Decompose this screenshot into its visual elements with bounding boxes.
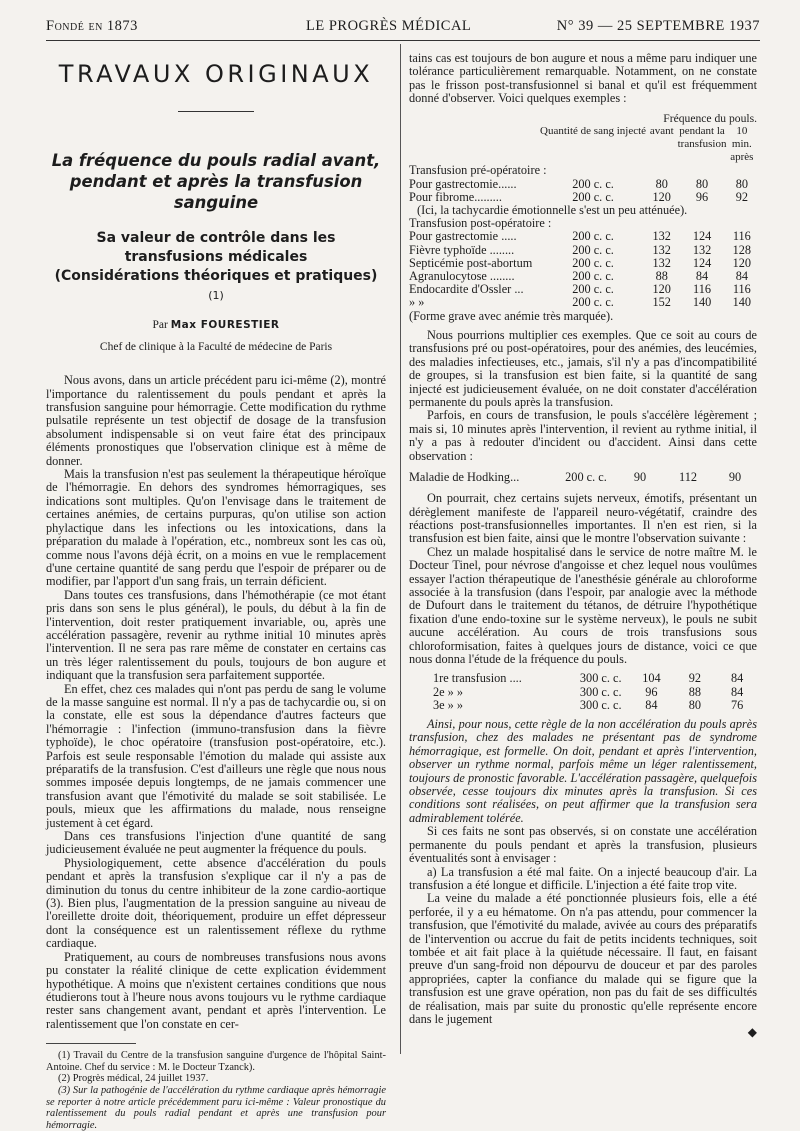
author-affiliation: Chef de clinique à la Faculté de médecine de Paris <box>99 340 333 353</box>
table-cell-qty: 300 c. c. <box>579 671 622 686</box>
table-cell-qty: 200 c. c. <box>572 282 614 297</box>
hodgkin-row <box>409 471 757 484</box>
body-paragraph: Nous avons, dans un article précédent paru ici-même (2), montré l'importance du ralentissement du pouls pendant et après la transfusion sanguine pour hémorragie. Cette modification du rythme pulsatile représente un test objectif de dosage de la transfusion absolument indispensable si on veut faire état des principaux éléments pronostiques que l'observation clinique est à même de donner. <box>46 373 386 468</box>
subtitle-line2: (Considérations théoriques et pratiques) <box>54 268 378 285</box>
body-paragraph: Mais la transfusion n'est pas seulement la thérapeutique héroïque de l'hémorragie. En dehors des syndromes hémorragiques, ses indications sont multiples. Qu'on l'envisage dans le traitement de certaines anémies, de certains purpuras, qu'on utilise son action phylactique dans les infections ou les intoxications, dans la préparation du malade à l'opération, etc., nombreux sont les cas où, comme nous l'avons déjà écrit, on a moins en vue le remplacement d'une certaine quantité de sang perdu que l'espoir de préparer ou de modifier, par l'apport d'un sang frais, un terrain déficient. <box>46 467 386 589</box>
article-title <box>46 150 386 213</box>
table-note: (Ici, la tachycardie émotionnelle s'est un peu atténuée). <box>417 203 688 218</box>
table-cell-apres: 90 <box>728 469 742 484</box>
table-cell-apres: 84 <box>735 269 748 284</box>
table-row <box>409 699 757 712</box>
body-paragraph: Dans toutes ces transfusions, dans l'hémothérapie (ce mot étant pris dans son sens le plus général), le pouls, du début à la fin de l'intervention, doit rester pratiquement invariable, ou, après une accélération passagère, revenir au rythme initial 10 minutes après l'intervention. Il ne sera pas rare même de constater en certains cas un très léger ralentissement du pouls, toujours de bon augure et indiquant que la transfusion sera parfaitement supportée. <box>46 587 386 683</box>
table-cell-pendant: 132 <box>692 242 712 257</box>
body-paragraph: On pourrait, chez certains sujets nerveux, émotifs, présentant un dérèglement manifeste de l'appareil neuro-végétatif, craindre des réactions post-transfusionnelles importantes. Il n'en est rien, si la transfusion est bien faite, ainsi que le montre l'observation suivante : <box>409 491 757 546</box>
table-cell-label: 1re transfusion .... <box>433 671 522 686</box>
subtitle-line1: Sa valeur de contrôle dans les transfusions médicales <box>96 230 336 266</box>
col-header-pendant: pendant la transfusion <box>677 124 727 151</box>
table-cell-avant: 88 <box>655 269 668 284</box>
table-cell-pendant: 116 <box>693 282 712 297</box>
column-divider <box>400 44 401 1054</box>
table-cell-qty: 200 c. c. <box>572 295 614 310</box>
table-cell-pendant: 140 <box>692 295 712 310</box>
journal-name: LE PROGRÈS MÉDICAL <box>306 18 472 34</box>
table-cell-label: Fièvre typhoïde ........ <box>409 242 515 257</box>
article-subtitle <box>46 229 386 305</box>
title-rule <box>178 111 254 112</box>
table-cell-pendant: 88 <box>688 684 702 699</box>
table-cell-label: 2e » » <box>433 684 464 699</box>
end-mark: ◆ <box>747 1025 757 1040</box>
table-cell-avant: 132 <box>652 255 671 270</box>
table-cell-pendant: 80 <box>688 697 702 712</box>
body-paragraph: Nous pourrions multiplier ces exemples. Que ce soit au cours de transfusions pré ou post-opératoires, pour des anémies, des leucémies, des maladies infectieuses, etc., jamais, s'il n'y a pas d'incompatibilité de groupes, si la transfusion est bien faite, si la quantité de sang injecté est judicieusement évaluée, on ne doit constater d'accélération permanente du pouls après la transfusion. <box>409 327 757 409</box>
table-cell-apres: 116 <box>732 229 751 244</box>
table-cell-label: Maladie de Hodking... <box>409 469 520 484</box>
table-cell-pendant: 84 <box>695 269 709 284</box>
table-cell-avant: 120 <box>652 282 671 297</box>
table-row <box>409 672 757 685</box>
footnote: (2) Progrès médical, 24 juillet 1937. <box>58 1073 209 1085</box>
table-cell-avant: 132 <box>652 242 671 257</box>
table-cell-label: » » <box>409 295 425 310</box>
footnotes <box>46 1050 386 1131</box>
table-cell-label: Pour gastrectomie...... <box>409 176 517 191</box>
footnote: (3) Sur la pathogénie de l'accélération du rythme cardiaque après hémorragie se reporter à notre article précédemment paru ici-même : Valeur pronostique du ralentissement du pouls radial pendant et après une transfusion pour hémorragie. <box>46 1084 386 1131</box>
table-cell-pendant: 80 <box>695 176 709 191</box>
footnote-ref: (1) <box>208 289 224 303</box>
table-row <box>409 686 757 699</box>
body-paragraph: Chez un malade hospitalisé dans le service de notre maître M. le Docteur Tinel, pour névrose d'angoisse et chez lequel nous voulûmes essayer l'action thérapeutique de l'anesthésie générale au chloroforme associée à la transfusion (dans l'espoir, par analogie avec la méthode de Dufourt dans le traitement du tétanos, de détruire l'hypothétique fixation d'une endo-toxine sur le système nerveux), le pouls ne subit aucune accélération. Au cours de trois transfusions sous chloroformisation, faites à quelques jours de distance, voici ce que nous donna l'étude de la fréquence du pouls. <box>409 544 757 667</box>
table-cell-qty: 200 c. c. <box>572 189 614 204</box>
body-paragraph: Pratiquement, au cours de nombreuses transfusions nous avons pu constater la réalité clinique de cette explication évidemment hypothétique. A moins que n'existent certaines conditions que nous étudierons tout à l'heure nous avons toujours vu le rythme cardiaque rester sans changement avant, pendant et après l'intervention. Le ralentissement que l'on constate en cer- <box>46 949 386 1031</box>
table-group-label: Transfusion pré-opératoire : <box>409 163 547 178</box>
pulse-table-2 <box>409 672 757 712</box>
table-cell-qty: 300 c. c. <box>579 697 622 712</box>
body-paragraph: tains cas est toujours de bon augure et nous a même paru indiquer une tolérance particulièrement remarquable. Notamment, on ne constate pas le frisson post-transfusionnel si banal et qu'il est fréquemment donné d'observer. Voici quelques exemples : <box>409 51 757 106</box>
left-column <box>46 50 386 1131</box>
table-cell-pendant: 112 <box>679 469 697 484</box>
table-cell-apres: 120 <box>732 255 752 270</box>
table-cell-qty: 200 c. c. <box>572 242 614 257</box>
italic-paragraph: Ainsi, pour nous, cette règle de la non accélération du pouls après transfusion, chez des malades ne présentant pas de syndrome hémorragique, est formelle. On doit, pendant et après l'intervention, observer un rythme normal, parfois même un léger ralentissement, toujours de pronostic favorable. L'accélération passagère, quelquefois observée, cesse toujours dix minutes après la transfusion. Si ces conditions sont réalisées, on peut affirmer que la transfusion sera admirablement tolérée. <box>409 717 757 825</box>
table-row <box>409 244 757 257</box>
table-cell-qty: 300 c. c. <box>579 684 622 699</box>
table-cell-qty: 200 c. c. <box>572 176 614 191</box>
table-cell-apres: 128 <box>732 242 752 257</box>
body-paragraph: Si ces faits ne sont pas observés, si on constate une accélération permanente du pouls pendant et après la transfusion, plusieurs éventualités sont à envisager : <box>409 824 757 866</box>
footnote-rule <box>46 1043 136 1044</box>
col-header-avant: avant <box>649 124 674 137</box>
table-cell-avant: 132 <box>652 229 671 244</box>
table-cell-avant: 90 <box>633 469 647 484</box>
col-header-apres: 10 min. après <box>730 124 754 164</box>
body-paragraph: En effet, chez ces malades qui n'ont pas perdu de sang le volume de la masse sanguine est normal. Il n'y a pas de tachycardie ou, si on la constate, elle est sous la dépendance d'autres facteurs que l'hémorragie : l'infection (immuno-transfusion dans la fièvre typhoïde), le choc opératoire (transfusion post-opératoire, etc.). Parfois est seule responsable l'émotion du malade qui assiste aux préparatifs de la transfusion. C'est d'ailleurs une règle que nous nous sommes imposée depuis longtemps, de ne jamais commencer une transfusion avant que l'émotivité du malade se soit stabilisée. Le pouls, mieux que les affirmations du malade, nous renseigne justement à cet égard. <box>46 681 386 830</box>
table-cell-apres: 116 <box>732 282 751 297</box>
issue-date: N° 39 — 25 SEPTEMBRE 1937 <box>556 18 760 34</box>
table-cell-label: Agranulocytose ........ <box>409 269 515 284</box>
table-row <box>409 230 757 243</box>
table-cell-apres: 140 <box>732 295 752 310</box>
body-paragraph: Dans ces transfusions l'injection d'une quantité de sang judicieusement évaluée ne peut augmenter la fréquence du pouls. <box>46 829 386 857</box>
table-cell-label: Septicémie post-abortum <box>409 255 533 270</box>
table-row <box>409 178 757 191</box>
table-cell-qty: 200 c. c. <box>572 269 614 284</box>
right-column <box>409 52 757 1040</box>
table-cell-label: Pour gastrectomie ..... <box>409 229 517 244</box>
byline <box>46 319 386 332</box>
table-cell-avant: 104 <box>642 671 661 686</box>
table-cell-apres: 84 <box>731 684 744 699</box>
body-paragraph: La veine du malade a été ponctionnée plusieurs fois, elle a été perforée, il y a eu hématome. On n'a pas attendu, pour commencer la transfusion, que l'émotivité du malade, avivée au cours des préparatifs de l'intervention ou accrue du fait de petits incidents techniques, soit tombée et ait fait place à la quiétude nécessaire. Il faut, en faisant preuve d'un sang-froid non dépourvu de douceur et par des paroles appropriées, capter la confiance du malade qui se figure que la transfusion est une grave opération, non pas du fait de ses difficultés de réalisation, mais par suite du pronostic qu'elle représente encore dans le jugement <box>409 891 757 1026</box>
table-cell-qty: 200 c. c. <box>572 255 614 270</box>
table-cell-apres: 80 <box>735 176 748 191</box>
table-cell-pendant: 96 <box>695 189 709 204</box>
table-cell-avant: 152 <box>652 295 671 310</box>
body-paragraph: Physiologiquement, cette absence d'accélération du pouls pendant et après la transfusion s'explique car il n'y a pas de diminution du tonus du centre inhibiteur de la zone cardio-aortique (3). Bien plus, l'augmentation de la pression sanguine au niveau de l'oreillette droite doit, théoriquement, produire un effet dépresseur dont la conséquence est un ralentissement réflexe du rythme cardiaque. <box>46 855 386 951</box>
body-paragraph: Parfois, en cours de transfusion, le pouls s'accélère légèrement ; mais si, 10 minutes après l'intervention, il revient au rythme initial, il n'y a pas à redouter d'incident ou d'accident. Ainsi dans cette observation : <box>409 408 757 463</box>
table-cell-apres: 76 <box>731 697 744 712</box>
author-prefix: Par <box>152 319 168 332</box>
table-row <box>409 296 757 309</box>
table-header-frequency: Fréquence du pouls. <box>663 111 757 125</box>
table-cell-label: Endocardite d'Ossler ... <box>409 282 524 297</box>
header-rule <box>46 40 760 41</box>
body-paragraph: a) La transfusion a été mal faite. On a injecté beaucoup d'air. La transfusion a été longue et difficile. L'injection a été faite trop vite. <box>409 864 757 892</box>
table-note: (Forme grave avec anémie très marquée). <box>409 308 614 323</box>
table-cell-avant: 120 <box>652 189 671 204</box>
table-cell-label: Pour fibrome......... <box>409 189 502 204</box>
table-cell-apres: 84 <box>731 671 744 686</box>
table-cell-avant: 96 <box>645 684 658 699</box>
table-cell-qty: 200 c. c. <box>572 229 614 244</box>
article-title-line2: pendant et après la transfusion sanguine <box>69 172 363 213</box>
table-cell-apres: 92 <box>735 189 748 204</box>
founded-text: Fondé en 1873 <box>46 18 138 34</box>
table-cell-pendant: 92 <box>688 671 702 686</box>
table-cell-label: 3e » » <box>433 697 464 712</box>
running-header <box>46 18 760 36</box>
table-cell-qty: 200 c. c. <box>565 469 607 484</box>
table-cell-pendant: 124 <box>692 229 712 244</box>
article-title-line1: La fréquence du pouls radial avant, <box>51 151 381 171</box>
table-cell-pendant: 124 <box>692 255 712 270</box>
col-header-quantity: Quantité de sang injecté <box>540 124 647 137</box>
section-title: TRAVAUX ORIGINAUX <box>58 60 374 88</box>
pulse-table-1 <box>409 112 757 323</box>
author-name: Max FOURESTIER <box>170 319 280 332</box>
footnote: (1) Travail du Centre de la transfusion sanguine d'urgence de l'hôpital Saint-Antoine. Chef du service : M. le Docteur Tzanck). <box>46 1050 386 1073</box>
table-cell-avant: 80 <box>655 176 668 191</box>
table-group-label: Transfusion post-opératoire : <box>409 216 552 231</box>
table-cell-avant: 84 <box>645 697 658 712</box>
